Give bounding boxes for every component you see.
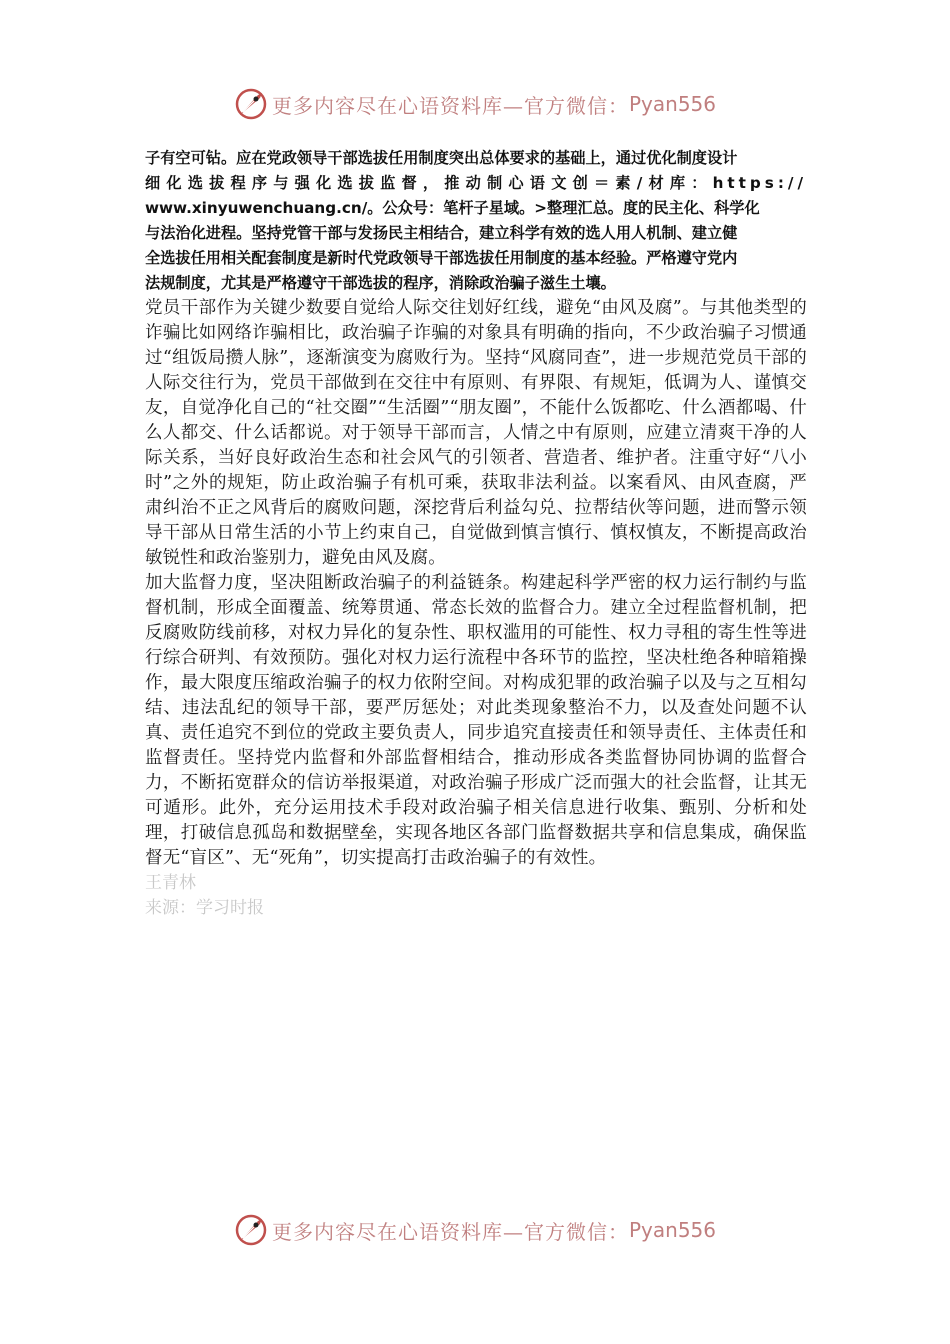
watermark-banner-top [0,84,950,124]
paragraph: 党员干部作为关键少数要自觉给人际交往划好红线，避免“由风及腐”。与其他类型的诈骗比如网络诈骗相比，政治骗子诈骗的对象具有明确的指向，不少政治骗子习惯通过“组饭局攒人脉”，逐渐演变为腐败行为。坚持“风腐同查”，进一步规范党员干部的人际交往行为，党员干部做到在交往中有原则、有界限、有规矩，低调为人、谨慎交友，自觉净化自己的“社交圈”“生活圈”“朋友圈”，不能什么饭都吃、什么酒都喝、什么人都交、什么话都说。对于领导干部而言，人情之中有原则，应建立清爽干净的人际关系，当好良好政治生态和社会风气的引领者、营造者、维护者。注重守好“八小时”之外的规矩，防止政治骗子有机可乘，获取非法利益。以案看风、由风查腐，严肃纠治不正之风背后的腐败问题，深挖背后利益勾兑、拉帮结伙等问题，进而警示领导干部从日常生活的小节上约束自己，自觉做到慎言慎行、慎权慎友，不断提高政治敏锐性和政治鉴别力，避免由风及腐。 [145,298,807,568]
watermark-banner-bottom [0,1210,950,1250]
intro-line: 子有空可钻。应在党政领导干部选拔任用制度突出总体要求的基础上，通过优化制度设计 [145,149,738,167]
paragraph: 加大监督力度，坚决阻断政治骗子的利益链条。构建起科学严密的权力运行制约与监督机制，形成全面覆盖、统筹贯通、常态长效的监督合力。建立全过程监督机制，把反腐败防线前移，对权力异化的复杂性、职权滥用的可能性、权力寻租的寄生性等进行综合研判、有效预防。强化对权力运行流程中各环节的监控，坚决杜绝各种暗箱操作，最大限度压缩政治骗子的权力依附空间。对构成犯罪的政治骗子以及与之互相勾结、违法乱纪的领导干部，要严厉惩处；对此类现象整治不力，以及查处问题不认真、责任追究不到位的党政主要负责人，同步追究直接责任和领导责任、主体责任和监督责任。坚持党内监督和外部监督相结合，推动形成各类监督协同协调的监督合力，不断拓宽群众的信访举报渠道，对政治骗子形成广泛而强大的社会监督，让其无可遁形。此外，充分运用技术手段对政治骗子相关信息进行收集、甄别、分析和处理，打破信息孤岛和数据壁垒，实现各地区各部门监督数据共享和信息集成，确保监督无“盲区”、无“死角”，切实提高打击政治骗子的有效性。 [145,573,807,868]
source-line: 来源：学习时报 [145,898,264,918]
intro-line: 细化选拔程序与强化选拔监督，推动制心语文创＝素/材库：https:// [145,174,807,192]
author-name: 王青林 [145,873,196,893]
quill-logo-icon [234,1213,268,1247]
watermark-wechat-id: Pyan556 [628,1218,716,1242]
watermark-text: 更多内容尽在心语资料库—官方微信： [271,93,629,118]
intro-line: 与法治化进程。坚持党管干部与发扬民主相结合，建立科学有效的选人用人机制、建立健 [145,224,738,242]
intro-block [145,146,807,296]
intro-line: www.xinyuwenchuang.cn/。公众号：笔杆子星域。>整理汇总。度的民主化、科学化 [145,199,760,217]
quill-logo-icon [234,87,268,121]
watermark-wechat-id: Pyan556 [628,92,716,116]
article-body [145,146,807,921]
intro-line: 全选拔任用相关配套制度是新时代党政领导干部选拔任用制度的基本经验。严格遵守党内 [145,249,738,267]
watermark-text: 更多内容尽在心语资料库—官方微信： [271,1219,629,1244]
intro-line: 法规制度，尤其是严格遵守干部选拔的程序，消除政治骗子滋生土壤。 [145,274,616,292]
